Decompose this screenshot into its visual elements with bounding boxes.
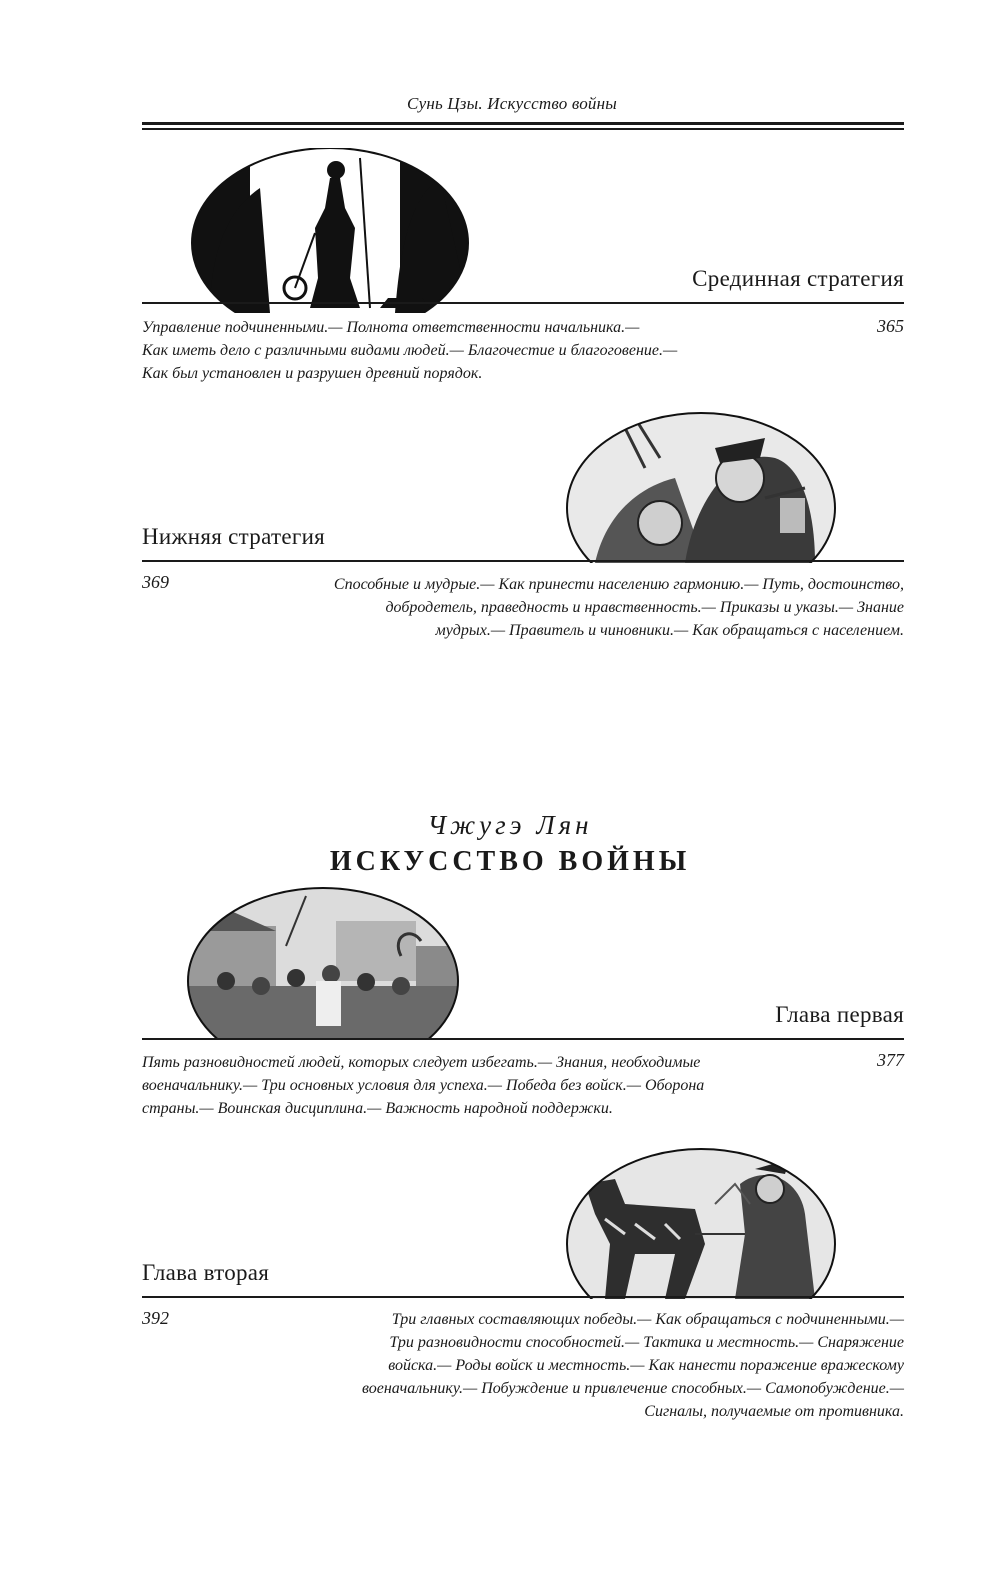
description-line: добродетель, праведность и нравственность.— Приказы и указы.— Знание bbox=[385, 599, 904, 616]
section-title-glava-vtoraya: Глава вторая bbox=[142, 1260, 270, 1285]
description-line: войска.— Роды войск и местность.— Как нанести поражение вражескому bbox=[388, 1357, 904, 1374]
description-line: Три главных составляющих победы.— Как обращаться с подчиненными.— bbox=[391, 1311, 904, 1328]
section-rule bbox=[142, 302, 904, 304]
section-description bbox=[214, 573, 904, 642]
description-line: военачальнику.— Побуждение и привлечение способных.— Самопобуждение.— bbox=[362, 1380, 904, 1397]
description-line: Как иметь дело с различными видами людей.— Благочестие и благоговение.— bbox=[142, 342, 678, 359]
header-rule-thick bbox=[142, 122, 904, 125]
description-line: мудрых.— Правитель и чиновники.— Как обращаться с населением. bbox=[435, 622, 904, 639]
section-title-nizhnyaya: Нижняя стратегия bbox=[142, 524, 326, 549]
description-line: военачальнику.— Три основных условия для успеха.— Победа без войск.— Оборона bbox=[142, 1077, 705, 1094]
illustration-horse-warrior-painting bbox=[565, 1144, 837, 1299]
page-number: 392 bbox=[142, 1308, 169, 1328]
section-description bbox=[142, 1051, 822, 1120]
book-author: Чжугэ Лян bbox=[427, 810, 593, 840]
section-rule bbox=[142, 560, 904, 562]
page-number: 369 bbox=[142, 572, 169, 592]
illustration-figures-silhouette bbox=[190, 148, 470, 313]
description-line: Пять разновидностей людей, которых следует избегать.— Знания, необходимые bbox=[142, 1054, 701, 1071]
book-title: ИСКУССТВО ВОЙНЫ bbox=[329, 846, 691, 877]
section-description bbox=[264, 1308, 904, 1423]
illustration-town-crowd-engraving bbox=[186, 886, 461, 1038]
description-line: страны.— Воинская дисциплина.— Важность народной поддержки. bbox=[142, 1100, 613, 1117]
description-line: Управление подчиненными.— Полнота ответственности начальника.— bbox=[142, 319, 640, 336]
running-head: Сунь Цзы. Искусство войны bbox=[407, 94, 617, 113]
section-title-glava-pervaya: Глава первая bbox=[775, 1002, 904, 1027]
section-description bbox=[142, 316, 822, 385]
description-line: Как был установлен и разрушен древний порядок. bbox=[142, 365, 483, 382]
page-number: 365 bbox=[877, 316, 904, 336]
section-title-srednyaya: Срединная стратегия bbox=[692, 266, 904, 291]
section-rule bbox=[142, 1038, 904, 1040]
header-rule-thin bbox=[142, 128, 904, 130]
description-line: Три разновидности способностей.— Тактика и местность.— Снаряжение bbox=[389, 1334, 904, 1351]
illustration-warriors-painting bbox=[565, 408, 837, 563]
section-rule bbox=[142, 1296, 904, 1298]
description-line: Способные и мудрые.— Как принести населению гармонию.— Путь, достоинство, bbox=[333, 576, 904, 593]
description-line: Сигналы, получаемые от противника. bbox=[644, 1403, 904, 1420]
page-number: 377 bbox=[877, 1050, 904, 1070]
